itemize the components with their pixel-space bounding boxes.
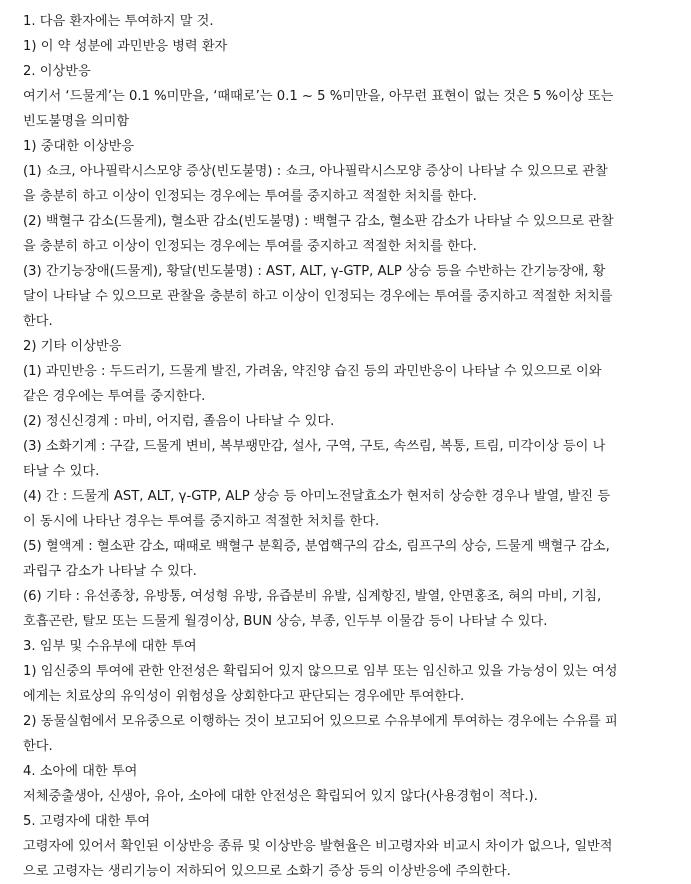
text-line: 에게는 치료상의 유익성이 위험성을 상회한다고 판단되는 경우에만 투여한다. — [23, 689, 465, 704]
text-line: (6) 기타 : 유선종창, 유방통, 여성형 유방, 유즙분비 유발, 심계항진, 발열, 안면홍조, 혀의 마비, 기침, — [23, 589, 602, 604]
text-line: 호흡곤란, 탈모 또는 드물게 월경이상, BUN 상승, 부종, 인두부 이물감 등이 나타날 수 있다. — [23, 614, 548, 629]
text-line: 2) 동물실험에서 모유중으로 이행하는 것이 보고되어 있으므로 수유부에게 투여하는 경우에는 수유를 피 — [23, 714, 618, 729]
text-line: (1) 과민반응 : 두드러기, 드물게 발진, 가려움, 약진양 습진 등의 과민반응이 나타날 수 있으므로 이와 — [23, 364, 602, 379]
text-line: (5) 혈액계 : 혈소판 감소, 때때로 백혈구 분획증, 분엽핵구의 감소, 림프구의 상승, 드물게 백혈구 감소, — [23, 539, 610, 554]
text-line: (3) 간기능장애(드물게), 황달(빈도불명) : AST, ALT, γ-GTP, ALP 상승 등을 수반하는 간기능장애, 황 — [23, 264, 606, 279]
text-line: 고령자에 있어서 확인된 이상반응 종류 및 이상반응 발현율은 비고령자와 비교시 차이가 없으나, 일반적 — [23, 839, 613, 854]
text-line: 달이 나타날 수 있으므로 관찰을 충분히 하고 이상이 인정되는 경우에는 투여를 중지하고 적절한 처치를 — [23, 289, 613, 304]
text-line: 빈도불명을 의미함 — [23, 114, 130, 129]
text-line: 한다. — [23, 314, 53, 329]
text-line: 한다. — [23, 739, 53, 754]
text-line: (4) 간 : 드물게 AST, ALT, γ-GTP, ALP 상승 등 아미노전달효소가 현저히 상승한 경우나 발열, 발진 등 — [23, 489, 611, 504]
text-line: 1) 이 약 성분에 과민반응 병력 환자 — [23, 39, 228, 54]
text-line: 2) 기타 이상반응 — [23, 339, 122, 354]
text-line: 3. 임부 및 수유부에 대한 투여 — [23, 639, 197, 654]
text-line: 을 충분히 하고 이상이 인정되는 경우에는 투여를 중지하고 적절한 처치를 한다. — [23, 189, 477, 204]
text-line: 을 충분히 하고 이상이 인정되는 경우에는 투여를 중지하고 적절한 처치를 한다. — [23, 239, 477, 254]
document-body — [23, 9, 681, 884]
text-line: (2) 백혈구 감소(드물게), 혈소판 감소(빈도불명) : 백혈구 감소, 혈소판 감소가 나타날 수 있으므로 관찰 — [23, 214, 614, 229]
text-line: (2) 정신신경계 : 마비, 어지럼, 졸음이 나타날 수 있다. — [23, 414, 335, 429]
text-line: 타날 수 있다. — [23, 464, 100, 479]
text-line: 5. 고령자에 대한 투여 — [23, 814, 151, 829]
text-line: 1) 중대한 이상반응 — [23, 139, 135, 154]
text-line: 저체중출생아, 신생아, 유아, 소아에 대한 안전성은 확립되어 있지 않다(사용경험이 적다.). — [23, 789, 538, 804]
text-line: 2. 이상반응 — [23, 64, 91, 79]
text-line: (1) 쇼크, 아나필락시스모양 증상(빈도불명) : 쇼크, 아나필락시스모양 증상이 나타날 수 있으므로 관찰 — [23, 164, 608, 179]
text-line: 같은 경우에는 투여를 중지한다. — [23, 389, 206, 404]
text-line: (3) 소화기계 : 구갈, 드물게 변비, 복부팽만감, 설사, 구역, 구토, 속쓰림, 복통, 트림, 미각이상 등이 나 — [23, 439, 606, 454]
text-line: 과립구 감소가 나타날 수 있다. — [23, 564, 197, 579]
text-line: 여기서 ‘드물게’는 0.1 %미만을, ‘때때로’는 0.1 ~ 5 %미만을, 아무런 표현이 없는 것은 5 %이상 또는 — [23, 89, 614, 104]
text-line: 으로 고령자는 생리기능이 저하되어 있으므로 소화기 증상 등의 이상반응에 주의한다. — [23, 864, 511, 879]
text-line: 이 동시에 나타난 경우는 투여를 중지하고 적절한 처치를 한다. — [23, 514, 380, 529]
text-line: 1) 임신중의 투여에 관한 안전성은 확립되어 있지 않으므로 임부 또는 임신하고 있을 가능성이 있는 여성 — [23, 664, 618, 679]
text-line: 1. 다음 환자에는 투여하지 말 것. — [23, 14, 214, 29]
text-line: 4. 소아에 대한 투여 — [23, 764, 138, 779]
